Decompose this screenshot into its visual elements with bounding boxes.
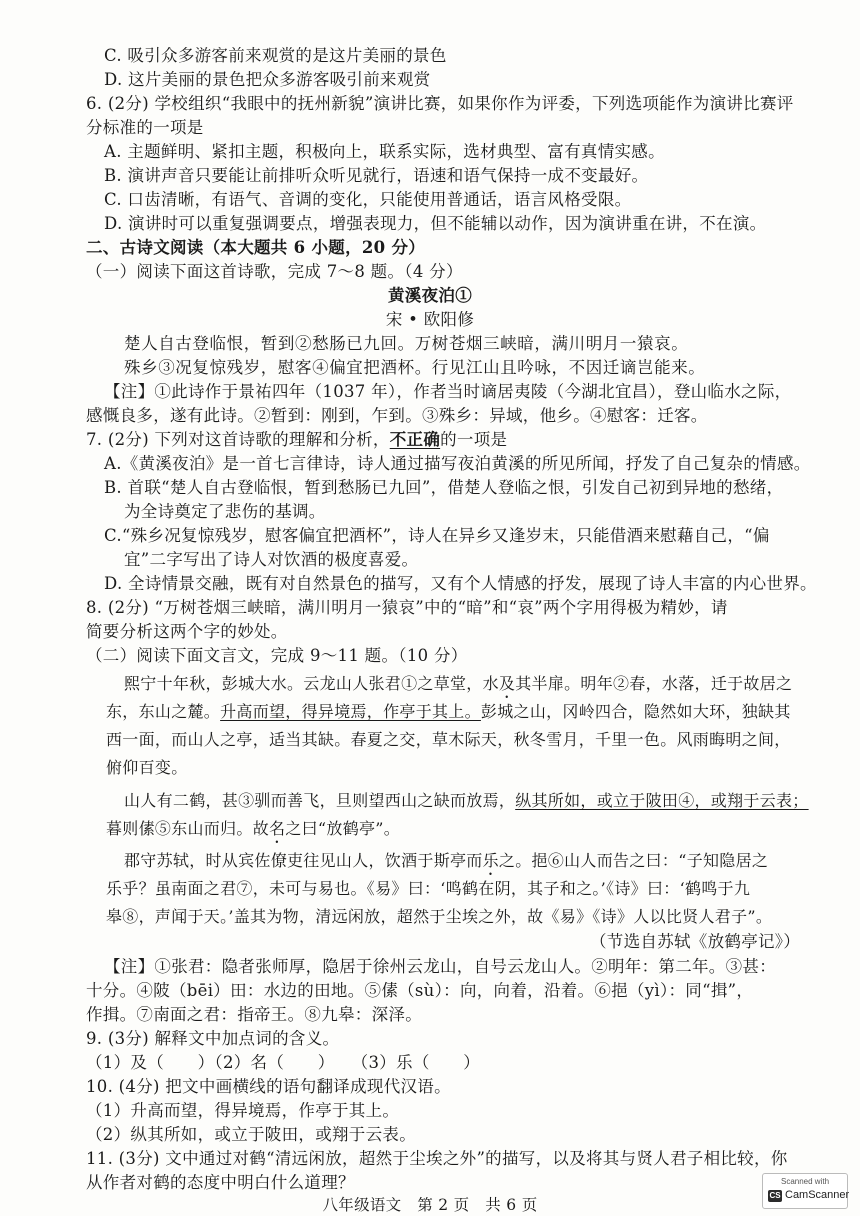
passage-note-l2: 十分。④陂（bēi）田：水边的田地。⑤傃（sù）：向，向着，沿着。⑥挹（yì）：同“揖”， xyxy=(86,981,754,1000)
option-c-q7: C.“殊乡况复惊残岁，慰客偏宜把酒杯”，诗人在异乡又逢岁末，只能借酒来慰藉自己，“偏 xyxy=(104,526,770,545)
poem-line-1: 楚人自古登临恨，暂到②愁肠已九回。万树苍烟三峡暗，满川明月一猿哀。 xyxy=(124,334,689,353)
question-10-item-2: （2）纵其所如，或立于陂田，或翔于云表。 xyxy=(86,1125,416,1144)
question-10: 10. (4分) 把文中画横线的语句翻译成现代汉语。 xyxy=(86,1077,451,1096)
poem-note: 【注】①此诗作于景祐四年（1037 年），作者当时谪居夷陵（今湖北宜昌），登山临水之际， xyxy=(104,382,792,401)
passage-para-1: 熙宁十年秋，彭城大水。云龙山人张君①之草堂，水及其半扉。明年②春，水落，迁于故居之 xyxy=(124,674,793,693)
poem-line-2: 殊乡③况复惊残岁，慰客④偏宜把酒杯。行见江山且吟咏，不因迁谪岂能来。 xyxy=(124,358,706,377)
watermark-caption: Scanned with xyxy=(780,1177,830,1186)
poem-note-cont: 感慨良多，遂有此诗。②暂到：刚到，乍到。③殊乡：异域，他乡。④慰客：迁客。 xyxy=(86,406,708,425)
option-b-q6: B. 演讲声音只要能让前排听众听见就行，语速和语气保持一成不变最好。 xyxy=(104,166,649,185)
dotted-word-ji: 及 xyxy=(498,674,516,693)
question-9-blanks: （1）及（ ）（2）名（ ） （3）乐（ ） xyxy=(86,1053,481,1072)
question-7: 7. (2分) 下列对这首诗歌的理解和分析，不正确的一项是 xyxy=(86,430,508,449)
question-6-cont: 分标准的一项是 xyxy=(86,118,204,137)
option-c-q5: C. 吸引众多游客前来观赏的是这片美丽的景色 xyxy=(104,46,447,65)
passage-para-2: 山人有二鹤，甚③驯而善飞，旦则望西山之缺而放焉，纵其所如，或立于陂田④，或翔于云表； xyxy=(124,791,809,810)
option-d-q7: D. 全诗情景交融，既有对自然景色的描写，又有个人情感的抒发，展现了诗人丰富的内心世界。 xyxy=(104,574,817,593)
option-d-q6: D. 演讲时可以重复强调要点，增强表现力，但不能辅以动作，因为演讲重在讲，不在演。 xyxy=(104,214,767,233)
option-b-q7-cont: 为全诗奠定了悲伤的基调。 xyxy=(124,502,326,521)
option-d-q5: D. 这片美丽的景色把众多游客吸引前来观赏 xyxy=(104,70,431,89)
question-9: 9. (3分) 解释文中加点词的含义。 xyxy=(86,1029,340,1048)
camscanner-watermark xyxy=(762,1173,848,1209)
question-8: 8. (2分) “万树苍烟三峡暗，满川明月一猿哀”中的“暗”和“哀”两个字用得极为精妙，请 xyxy=(86,598,728,617)
passage-note: 【注】①张君：隐者张师厚，隐居于徐州云龙山，自号云龙山人。②明年：第二年。③甚： xyxy=(104,957,776,976)
section-heading: 二、古诗文阅读（本大题共 6 小题，20 分） xyxy=(86,238,426,257)
question-10-item-1: （1）升高而望，得异境焉，作亭于其上。 xyxy=(86,1101,400,1120)
question-11-cont: 从作者对鹤的态度中明白什么道理？ xyxy=(86,1173,355,1192)
page-footer: 八年级语文 第 2 页 共 6 页 xyxy=(322,1196,538,1214)
underlined-sentence-2: 纵其所如，或立于陂田④，或翔于云表； xyxy=(515,791,809,810)
question-6: 6. (2分) 学校组织“我眼中的抚州新貌”演讲比赛，如果你作为评委，下列选项能作为演讲比赛评 xyxy=(86,94,794,113)
passage-source: （节选自苏轼《放鹤亭记》） xyxy=(590,932,801,951)
question-11: 11. (3分) 文中通过对鹤“清远闲放，超然于尘埃之外”的描写，以及将其与贤人君子相比较，你 xyxy=(86,1149,788,1168)
dotted-word-ming: 名 xyxy=(269,819,286,838)
passage-para-1-l3: 西一面，而山人之亭，适当其缺。春夏之交，草木际天，秋冬雪月，千里一色。风雨晦明之间， xyxy=(106,730,791,749)
poem-title: 黄溪夜泊① xyxy=(388,286,472,305)
option-c-q6: C. 口齿清晰，有语气、音调的变化，只能使用普通话，语言风格受限。 xyxy=(104,190,632,209)
option-a-q6: A. 主题鲜明、紧扣主题，积极向上，联系实际，选材典型、富有真情实感。 xyxy=(104,142,665,161)
option-c-q7-cont: 宜”二字写出了诗人对饮酒的极度喜爱。 xyxy=(124,550,419,569)
watermark-brand: CamScanner xyxy=(785,1189,850,1201)
part-one-instruction: （一）阅读下面这首诗歌，完成 7～8 题。（4 分） xyxy=(86,262,463,281)
camscanner-logo-icon: CS xyxy=(769,1191,781,1200)
passage-para-3-l3: 皋⑧，声闻于天。’盖其为物，清远闲放，超然于尘埃之外，故《易》《诗》人以比贤人君子”。 xyxy=(106,907,773,926)
question-8-cont: 简要分析这两个字的妙处。 xyxy=(86,622,288,641)
passage-para-2-l2: 暮则傃⑤东山而归。故名之曰“放鹤亭”。 xyxy=(106,819,401,838)
option-a-q7: A.《黄溪夜泊》是一首七言律诗，诗人通过描写夜泊黄溪的所见所闻，抒发了自己复杂的情感。 xyxy=(104,454,811,473)
passage-para-1-l4: 俯仰百变。 xyxy=(106,758,188,777)
option-b-q7: B. 首联“楚人自古登临恨，暂到愁肠已九回”，借楚人登临之恨，引发自己初到异地的愁绪， xyxy=(104,478,784,497)
underlined-sentence-1: 升高而望，得异境焉，作亭于其上。 xyxy=(220,702,481,721)
poem-author: 宋 • 欧阳修 xyxy=(385,310,475,329)
passage-para-3: 郡守苏轼，时从宾佐僚吏往见山人，饮酒于斯亭而乐之。挹⑥山人而告之曰：“子知隐居之 xyxy=(124,851,769,870)
dotted-word-le: 乐 xyxy=(482,851,499,870)
part-two-instruction: （二）阅读下面文言文，完成 9～11 题。（10 分） xyxy=(86,646,468,665)
emphasis-not-correct: 不正确 xyxy=(389,430,441,449)
passage-para-3-l2: 乐乎？虽南面之君⑦，未可与易也。《易》曰：‘鸣鹤在阴，其子和之。’《诗》曰：‘鹤鸣于九 xyxy=(106,879,751,898)
passage-note-l3: 作揖。⑦南面之君：指帝王。⑧九皋：深泽。 xyxy=(86,1005,422,1024)
passage-para-1-l2: 东，东山之麓。升高而望，得异境焉，作亭于其上。彭城之山，冈岭四合，隐然如大环，独缺其 xyxy=(106,702,791,721)
